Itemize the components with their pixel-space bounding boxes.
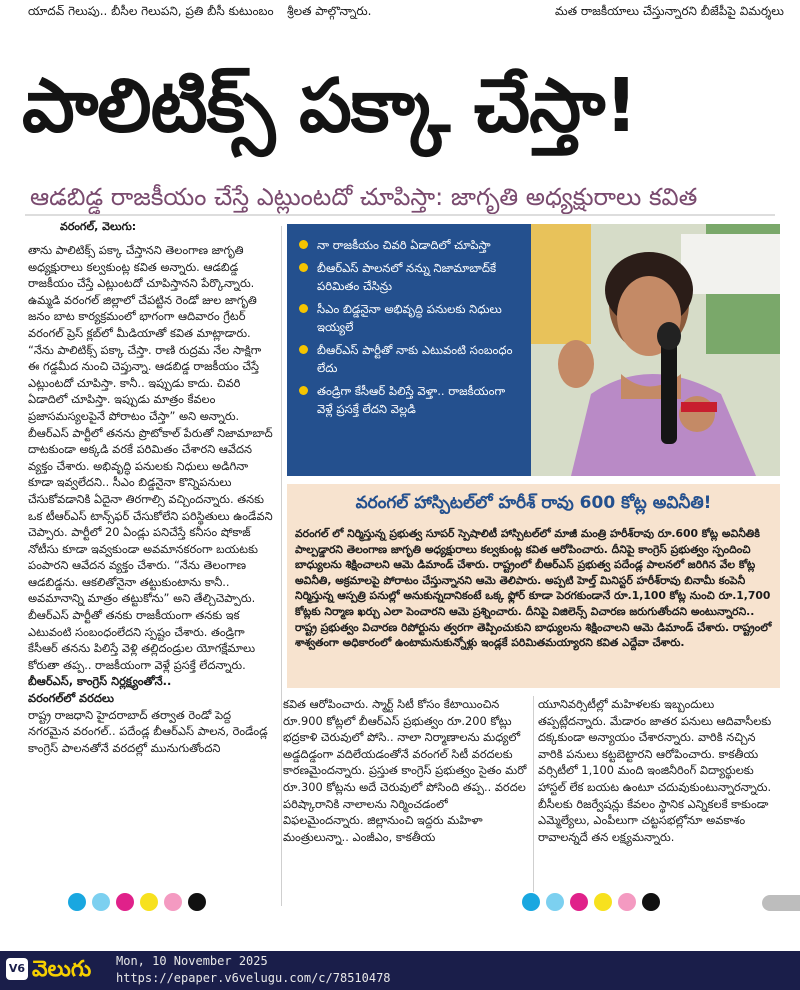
left-column-tail: రాష్ట్ర రాజధాని హైదరాబాద్ తర్వాత రెండో పెద్ద నగరమైన వరంగల్.. పదేండ్ల బీఆర్ఎస్ పాలన, రెండేండ్ల కాంగ్రెస్ పాలనతోనే వరదల్లో మునుగుతోందని xyxy=(28,707,268,755)
edition-date: Mon, 10 November 2025 xyxy=(116,954,268,968)
divider xyxy=(25,214,775,216)
middle-bottom-column xyxy=(283,696,529,892)
magenta-dot xyxy=(116,893,134,911)
right-bottom-text: యూనివర్సిటీల్లో మహిళలకు ఇబ్బందులు తప్పట్లేదన్నారు. మేడారం జాతర పనులు ఆదివాసీలకు దక్కకుండా అన్యాయం చేశారన్నారు. వారికి నచ్చిన వారికి పనులు కట్టబెట్టారని ఆరోపించారు. కాకతీయ వర్సిటీలో 1,100 మంది ఇంజినీరింగ్ విద్యార్థులకు హాస్టల్ లేక బయట ఉంటూ చదువుకుంటున్నారన్నారు. బీసీలకు రిజర్వేషన్లు కేవలం స్థానిక ఎన్నికలకే కాకుండా ఎమ్మెల్యేలు, ఎంపీలుగా చట్టసభల్లోనూ అవకాశం రావాలన్నదే తన లక్ష్యమన్నారు. xyxy=(538,697,772,844)
left-column-body: తాను పాలిటిక్స్ పక్కా చేస్తానని తెలంగాణ జాగృతి అధ్యక్షురాలు కల్వకుంట్ల కవిత అన్నారు. ఆడబిడ్డ రాజకీయం చేస్తే ఎట్లుంటదో చూపిస్తానని పేర్కొన్నారు. ఉమ్మడి వరంగల్ జిల్లాలో చేపట్టిన రెండో జుల జాగృతి జనం బాట కార్యక్రమంలో భాగంగా ఆదివారం గ్రేటర్ వరంగల్ ప్రెస్ క్లబ్‌లో మీడియాతో కవిత మాట్లాడారు. “నేను పాలిటిక్స్ పక్కా చేస్తా. రాణి రుద్రమ నేల సాక్షిగా ఈ గడ్డమీద నుంచి చెప్తున్నా. ఆడబిడ్డ రాజకీయం చేస్తే ఎట్లుంటదో చూపిస్తా. కానీ.. ఇప్పుడు కాదు. చివరి ఏడాదిలో చూపిస్తా. ఇప్పుడు మాత్రం కేవలం ప్రజాసమస్యలపైనే పోరాటం చేస్తా” అని అన్నారు. బీఆర్ఎస్ పార్టీలో తనను ప్రొటోకాల్ పేరుతో నిజామాబాద్ దాటకుండా అక్కడి వరకే పరిమితం చేశారని ఆవేదన వ్యక్తం చేశారు. అభివృద్ధి పనులకు నిధులు అడిగినా కూడా ఇవ్వలేదని.. సీఎం బిడ్డనైనా కొన్నిపనులు చేసుకోవడానికి ఏదైనా తిరగాల్సి వచ్చిందన్నారు. తనకు ఒక టీఆర్ఎస్ టాన్స్‌ఫర్ చేసుకోలేని పరిస్థితులు ఉండేవని చెప్పారు. పార్టీలో 20 ఏండ్లు పనిచేస్తే కనీసం షోకాజ్ నోటీసు కూడా ఇవ్వకుండా అవమానకరంగా బయటకు పంపారని ఆవేదన వ్యక్తం చేశారు. “నేను తెలంగాణ ఆడబిడ్డను. ఆకలితోనైనా తట్టుకుంటాను కానీ.. అవమానాన్ని మాత్రం తట్టుకోను” అని తేల్చిచెప్పారు. బీఆర్ఎస్ పార్టీతో తనకు రాజకీయంగా తనకు ఇక ఎటువంటి సంబంధంలేదని స్పష్టం చేశారు. తండ్రిగా కేసీఆర్ తనను పిలిస్తే వెళ్లి తల్లిదండ్రుల యోగక్షేమాలు కోరుతా తప్ప.. రాజకీయంగా వెళ్లే ప్రసక్తే లేదన్నారు. xyxy=(28,243,273,672)
quote-item: బీఆర్ఎస్ పార్టీతో నాకు ఎటువంటి సంబంధం లేదు xyxy=(299,341,523,377)
side-story-body: వరంగల్ లో నిర్మిస్తున్న ప్రభుత్వ సూపర్ స్పెషాలిటీ హాస్పిటల్‌లో మాజీ మంత్రి హరీశ్‌రావు రూ.600 కోట్ల అవినీతికి పాల్పడ్డారని తెలంగాణ జాగృతి అధ్యక్షురాలు కల్వకుంట్ల కవిత ఆరోపించారు. దీనిపై కాంగ్రెస్ ప్రభుత్వం స్పందించి బాధ్యులను శిక్షించాలని ఆమె డిమాండ్ చేశారు. రాష్ట్రంలో బీఆర్ఎస్ ప్రభుత్వ పదేండ్ల పాలనలో జరిగిన వేల కోట్ల అవినీతి, అక్రమాలపై పోరాటం చేస్తున్నానని ఆమె తెలిపారు. అప్పటి హెల్త్ మినిస్టర్ హరీశ్‌రావు బినామీ కంపెనీ నిర్మిస్తున్న ఆస్పత్రి పనుల్లో అనుకున్నదానికంటే ఒక్క ఫ్లోర్ కూడా పెరగకుండానే రూ.1,100 కోట్ల నుంచి రూ.1,700 కోట్లకు నిర్మాణ ఖర్చు ఎలా పెంచారని ఆమె ప్రశ్నించారు. దీనిపై విజిలెన్స్ విచారణ జరుగుతోందని అంటున్నారని.. రాష్ట్ర ప్రభుత్వం విచారణ రిపోర్టును త్వరగా తెప్పించుకుని బాధ్యులను శిక్షించాలని ఆమె డిమాండ్ చేశారు. రాష్ట్రంలో శాశ్వతంగా అధికారంలో ఉంటామనుకున్నోళ్లు ఇండ్లకే పరిమితమయ్యారని కవిత ఎద్దేవా చేశారు. xyxy=(295,527,772,650)
headline: పాలిటిక్స్ పక్కా చేస్తా! xyxy=(22,63,638,149)
middle-bottom-text: కవిత ఆరోపించారు. స్మార్ట్ సిటీ కోసం కేటాయించిన రూ.900 కోట్లలో బీఆర్ఎస్ ప్రభుత్వం రూ.200 కోట్లు భద్రకాళి చెరువులో పోసి.. నాలా నిర్మాణాలను మధ్యలో అడ్డదిడ్డంగా వదిలేయడంతోనే వరంగల్ సిటీ వరదలకు కారణమైందన్నారు. ప్రస్తుత కాంగ్రెస్ ప్రభుత్వం సైతం మరో రూ.300 కోట్లను అదే చెరువులో పోసింది తప్ప.. వరదల పరిష్కారానికి నాలాలను నిర్మించడంలో విఫలమైందన్నారు. జిల్లానుంచి ఇద్దరు మహిళా మంత్రులున్నా.. ఎంజీఎం, కాకతీయ xyxy=(283,697,527,844)
color-registration-marks xyxy=(68,893,212,915)
black-dot xyxy=(188,893,206,911)
black-dot xyxy=(642,893,660,911)
dateline: వరంగల్, వెలుగు: xyxy=(60,220,137,233)
quote-item: సీఎం బిడ్డనైనా అభివృద్ధి పనులకు నిధులు ఇయ్యలే xyxy=(299,300,523,336)
top-strip-middle: శ్రీలత పాల్గొన్నారు. xyxy=(287,4,372,18)
bullet-icon xyxy=(299,345,308,354)
cyan-dot xyxy=(68,893,86,911)
logo-text: వెలుగు xyxy=(32,957,92,982)
v6-badge: V6 xyxy=(6,958,28,980)
bullet-icon xyxy=(299,263,308,272)
pink-dot xyxy=(618,893,636,911)
top-strip xyxy=(0,0,800,22)
top-strip-right: మత రాజకీయాలు చేస్తున్నారని బీజేపీపై విమర్శలు xyxy=(555,4,784,18)
pink-dot xyxy=(164,893,182,911)
gray-tab xyxy=(762,895,800,911)
magenta-dot xyxy=(570,893,588,911)
light-cyan-dot xyxy=(92,893,110,911)
yellow-dot xyxy=(140,893,158,911)
footer-meta xyxy=(116,953,391,987)
column-rule xyxy=(533,696,534,892)
speaker-illustration xyxy=(531,224,780,476)
light-cyan-dot xyxy=(546,893,564,911)
epaper-url[interactable]: https://epaper.v6velugu.com/c/78510478 xyxy=(116,971,391,985)
side-story-title: వరంగల్ హాస్పిటల్‌లో హరీశ్ రావు 600 కోట్ల అవినీతి! xyxy=(287,484,780,522)
quote-item: తండ్రిగా కేసీఆర్ పిలిస్తే వెళ్తా.. రాజకీయంగా వెళ్లే ప్రసక్తే లేదని వెల్లడి xyxy=(299,382,523,418)
right-bottom-column xyxy=(538,696,776,892)
bullet-icon xyxy=(299,386,308,395)
cyan-dot xyxy=(522,893,540,911)
quote-box xyxy=(287,224,531,476)
speaker-photo xyxy=(531,224,780,476)
column-rule xyxy=(281,226,282,906)
left-column xyxy=(28,242,276,940)
quote-item: బీఆర్ఎస్ పాలనలో నన్ను నిజామాబాద్‌కే పరిమితం చేసిన్రు xyxy=(299,259,523,295)
bullet-icon xyxy=(299,240,308,249)
left-subheading-2: వరంగల్‌లో వరదలు xyxy=(28,691,114,706)
velugu-logo[interactable] xyxy=(6,954,106,987)
footer-bar xyxy=(0,951,800,990)
top-strip-left: యాదవ్ గెలుపు.. బీసీల గెలుపని, ప్రతి బీసీ కుటుంబం xyxy=(28,4,274,18)
quote-item: నా రాజకీయం చివరి ఏడాదిలో చూపిస్తా xyxy=(299,236,523,254)
bullet-icon xyxy=(299,304,308,313)
yellow-dot xyxy=(594,893,612,911)
deck-subheadline: ఆడబిడ్డ రాజకీయం చేస్తే ఎట్లుంటదో చూపిస్తా: జాగృతి అధ్యక్షురాలు కవిత xyxy=(30,183,698,211)
side-story-body-box xyxy=(287,522,780,688)
left-subheading-1: బీఆర్ఎస్, కాంగ్రెస్ నిర్లక్ష్యంతోనే.. xyxy=(28,674,172,689)
color-registration-marks xyxy=(522,893,666,915)
